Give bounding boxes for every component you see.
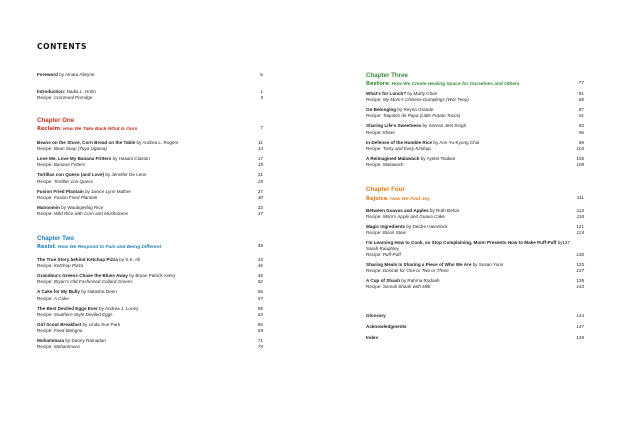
entry-page: 149 <box>576 335 584 340</box>
entry-author: by Ruth Behar <box>428 208 460 213</box>
toc-story-entry[interactable] <box>366 107 584 112</box>
entry-page: 69 <box>257 328 263 333</box>
entry-page: iv <box>259 72 263 77</box>
chapter-four-number: Chapter Four <box>366 186 405 193</box>
entry-page: 57 <box>257 295 263 301</box>
recipe-name: Ketchup Pizza <box>53 263 84 269</box>
entry-page: 5 <box>260 95 263 100</box>
toc-recipe-entry[interactable] <box>37 162 263 167</box>
recipe-name: Southern-Style Deviled Eggs <box>53 311 113 317</box>
toc-story-entry[interactable] <box>37 273 263 278</box>
entry-page: 85 <box>578 97 584 103</box>
chapter-keyword: Rejoice <box>366 196 388 202</box>
entry-page: 71 <box>257 338 263 343</box>
entry-page: 14 <box>257 146 263 152</box>
toc-story-entry[interactable] <box>366 123 584 128</box>
entry-author: by Simran Jeet Singh <box>421 123 467 129</box>
toc-story-entry[interactable] <box>37 306 263 311</box>
entry-title: Sharing Meals Is Sharing a Piece of Who We Are <box>366 262 472 267</box>
entry-title: Between Guavas and Apples <box>366 208 429 213</box>
entry-page: 144 <box>576 313 584 318</box>
toc-recipe-entry[interactable] <box>366 146 584 151</box>
recipe-name: My Mom's Chinese Dumplings (Wor Teep) <box>382 97 469 103</box>
entry-page: 143 <box>576 284 584 290</box>
entry-author: by Ainara Alleyne <box>57 72 95 77</box>
recipe-label: Recipe: <box>37 211 54 216</box>
recipe-name: Muhammara <box>53 344 80 350</box>
toc-recipe-entry[interactable] <box>37 296 263 301</box>
entry-title: Tortillas con Queso (and Love) <box>37 172 105 178</box>
chapter-three-heading[interactable] <box>366 81 584 88</box>
entry-author: by Deidre Havrelock <box>405 224 448 230</box>
entry-page: 96 <box>578 129 584 135</box>
toc-recipe-entry[interactable] <box>37 312 263 317</box>
contents-heading: CONTENTS <box>37 42 87 51</box>
entry-author: by Hasani Claxton <box>111 156 150 162</box>
chapter-keyword: Restore <box>366 81 389 87</box>
recipe-name: Tasty and Easy Kimbap <box>382 145 431 151</box>
recipe-label: Recipe: <box>37 162 54 168</box>
toc-story-entry[interactable] <box>366 278 584 283</box>
entry-page: 49 <box>257 273 263 279</box>
entry-page: 108 <box>576 162 584 167</box>
entry-author: by Reyna Grande <box>396 107 434 113</box>
entry-title: A Reimagined Malawach <box>366 155 420 161</box>
toc-recipe-entry[interactable] <box>366 230 584 235</box>
entry-author: by Jennifer De Leon <box>104 172 147 178</box>
entry-title: Magic Ingredients <box>366 224 406 230</box>
toc-recipe-entry[interactable] <box>37 344 263 349</box>
toc-recipe-entry[interactable] <box>37 279 263 284</box>
entry-title: Manoomin <box>37 204 60 210</box>
entry-author: by Natasha Deen <box>79 289 117 295</box>
entry-page: 65 <box>257 321 263 327</box>
toc-story-entry[interactable] <box>366 262 584 267</box>
toc-backmatter-entry[interactable] <box>366 313 584 318</box>
chapter-keyword: Resist <box>37 244 55 250</box>
recipe-label: Recipe: <box>366 214 383 220</box>
recipe-label: Recipe: <box>37 263 54 269</box>
entry-title: A Cup of Shaah <box>366 278 401 284</box>
entry-page: 43 <box>257 257 263 262</box>
recipe-label: Recipe: <box>366 284 383 290</box>
recipe-label: Recipe: <box>37 279 54 285</box>
recipe-label: Recipe: <box>37 194 54 200</box>
recipe-name: Mom's Apple and Guava Cake <box>382 214 445 220</box>
entry-title: Fusion Fried Plantain <box>37 188 84 194</box>
toc-story-entry[interactable] <box>37 289 263 294</box>
toc-recipe-entry[interactable] <box>366 130 584 135</box>
entry-page: 139 <box>576 278 584 284</box>
entry-page: 55 <box>257 289 263 295</box>
entry-author: by Linda Sue Park <box>81 321 120 327</box>
entry-author: Nadia L. Hohn <box>65 89 96 94</box>
recipe-name: Malawach <box>382 162 404 167</box>
entry-author: by Ayelet Tsabari <box>419 155 456 161</box>
recipe-name: Taquitos de Papa (Little Potato Tacos) <box>382 113 461 119</box>
entry-page: 124 <box>576 230 584 236</box>
entry-author: by Andrea J. Loney <box>97 305 139 311</box>
recipe-name: Bean Soup (Tuya Ugama) <box>53 146 107 152</box>
recipe-name: Tortillas con Queso <box>53 178 94 184</box>
entry-author: by Waubgeshig Rice <box>59 204 104 210</box>
entry-title: Introduction: <box>37 89 66 94</box>
entry-page: 1 <box>260 89 263 94</box>
recipe-label: Recipe: <box>366 252 383 257</box>
toc-story-entry[interactable] <box>37 257 263 262</box>
toc-story-entry[interactable] <box>366 156 584 161</box>
toc-story-entry[interactable] <box>37 205 263 210</box>
entry-author: by Ann Yu-Kyung Choi <box>432 139 480 145</box>
entry-page: 113 <box>576 208 584 213</box>
toc-backmatter-entry[interactable] <box>366 335 584 340</box>
toc-story-entry[interactable] <box>366 240 570 251</box>
recipe-label: Recipe: <box>366 230 383 236</box>
entry-page: 52 <box>257 279 263 285</box>
chapter-tagline: : How We Respond to Pain and Being Different <box>54 245 162 250</box>
recipe-label: Recipe: <box>366 268 383 274</box>
toc-story-entry[interactable] <box>366 208 584 213</box>
entry-author: by Bryan Patrick Avery <box>127 273 176 279</box>
toc-story-entry[interactable] <box>366 140 584 145</box>
entry-title: What's for Lunch? <box>366 91 407 96</box>
toc-recipe-entry[interactable] <box>366 162 584 167</box>
entry-page: 133 <box>576 262 584 267</box>
entry-page: 21 <box>257 172 263 178</box>
entry-page: 87 <box>578 107 584 113</box>
entry-page: 37 <box>257 211 263 216</box>
recipe-label: Recipe: <box>366 113 383 119</box>
entry-title: Foreword <box>37 72 58 77</box>
toc-recipe-entry[interactable] <box>366 268 584 273</box>
entry-page: 17 <box>257 156 263 162</box>
toc-recipe-entry[interactable] <box>37 328 263 333</box>
chapter-four-heading[interactable] <box>366 196 584 203</box>
entry-page: 127 <box>562 240 570 246</box>
toc-recipe-entry[interactable] <box>37 146 263 151</box>
toc-entry-intro-recipe[interactable] <box>37 95 263 100</box>
chapter-one-number: Chapter One <box>37 117 75 124</box>
entry-title: The True Story behind Ketchup Pizza <box>37 257 118 262</box>
entry-page: 7 <box>260 126 263 131</box>
recipe-name: Kheer <box>382 129 396 135</box>
recipe-label: Recipe: <box>366 129 383 135</box>
entry-page: 33 <box>257 204 263 210</box>
entry-page: 130 <box>576 252 584 257</box>
entry-page: 121 <box>576 224 584 230</box>
recipe-label: Recipe: <box>37 95 53 100</box>
toc-recipe-entry[interactable] <box>37 211 263 216</box>
toc-recipe-entry[interactable] <box>37 179 263 184</box>
entry-page: 19 <box>257 162 263 168</box>
recipe-name: Cornmeal Porridge <box>52 95 93 100</box>
recipe-name: Fusion Fried Plantain <box>53 194 98 200</box>
entry-title: I'm Learning How to Cook, so Stop Complaining, Mom! Presents How to Make Puff-Puff <box>366 240 557 246</box>
recipe-label: Recipe: <box>37 328 54 333</box>
toc-entry-introduction[interactable] <box>37 89 263 94</box>
entry-page: 39 <box>257 244 263 249</box>
chapter-tagline: : How We Take Back What Is Ours <box>60 127 138 132</box>
entry-page: 30 <box>257 194 263 200</box>
recipe-label: Recipe: <box>37 344 54 350</box>
chapter-tagline: : How We Create Healing Space for Ourselves and Others <box>388 82 520 87</box>
entry-title: The Best Deviled Eggs Ever <box>37 305 98 311</box>
toc-story-entry[interactable] <box>37 189 263 194</box>
recipe-name: Banana Fritters <box>53 162 86 168</box>
entry-author: by Marty Chan <box>406 91 438 96</box>
recipe-name: Dosirak for One or Two or Three <box>382 268 449 274</box>
recipe-label: Recipe: <box>366 162 383 167</box>
entry-title: Grandma's Greens Chase the Blues Away <box>37 273 128 279</box>
entry-title: In Defense of the Humble Rice <box>366 139 433 145</box>
toc-story-entry[interactable] <box>366 91 584 96</box>
toc-story-entry[interactable] <box>37 156 263 161</box>
toc-entry-foreword[interactable] <box>37 72 263 77</box>
entry-title: Acknowledgments <box>366 324 407 329</box>
entry-page: 103 <box>576 145 584 151</box>
toc-recipe-entry[interactable] <box>366 214 584 219</box>
entry-author: by Andrea L. Rogers <box>135 140 179 145</box>
toc-recipe-entry[interactable] <box>366 252 584 257</box>
entry-title: Beans on the Stove, Corn Bread on the Table <box>37 140 136 145</box>
chapter-keyword: Reclaim <box>37 126 61 132</box>
entry-page: 59 <box>257 305 263 311</box>
entry-title: On Belonging <box>366 107 397 113</box>
entry-page: 63 <box>257 311 263 317</box>
entry-page: 27 <box>257 188 263 194</box>
entry-page: 81 <box>578 91 584 96</box>
toc-backmatter-entry[interactable] <box>366 324 584 329</box>
recipe-name: Wild Rice with Corn and Mushrooms <box>53 211 129 216</box>
entry-page: 118 <box>576 214 584 220</box>
entry-page: 46 <box>257 263 263 269</box>
entry-page: 91 <box>578 113 584 119</box>
chapter-two-number: Chapter Two <box>37 235 75 242</box>
entry-author: by Danny Ramadan <box>64 338 106 343</box>
chapter-one-heading[interactable] <box>37 126 263 133</box>
entry-page: 137 <box>576 268 584 274</box>
entry-author: by S.K. Ali <box>117 257 141 262</box>
recipe-label: Recipe: <box>37 178 54 184</box>
toc-recipe-entry[interactable] <box>37 263 263 268</box>
recipe-name: Fried Bologna <box>53 328 83 333</box>
entry-title: Love Me, Love My Banana Fritters <box>37 156 112 162</box>
entry-page: 77 <box>578 81 584 86</box>
toc-story-entry[interactable] <box>37 172 263 177</box>
recipe-label: Recipe: <box>37 146 54 152</box>
chapter-two-heading[interactable] <box>37 244 263 251</box>
entry-page: 147 <box>576 324 584 329</box>
entry-title: Girl Scout Breakfast <box>37 321 82 327</box>
chapter-three-number: Chapter Three <box>366 72 408 79</box>
entry-page: 25 <box>257 178 263 184</box>
toc-story-entry[interactable] <box>37 140 263 145</box>
toc-recipe-entry[interactable] <box>366 97 584 102</box>
entry-author: by Rahma Rodaah <box>400 278 440 284</box>
toc-story-entry[interactable] <box>37 322 263 327</box>
toc-recipe-entry[interactable] <box>37 195 263 200</box>
toc-recipe-entry[interactable] <box>366 113 584 118</box>
entry-author: by Sarah Raughley <box>366 240 563 251</box>
recipe-name: Bison Stew <box>382 230 406 236</box>
entry-title: Glossary <box>366 313 386 318</box>
chapter-tagline: : How We Find Joy <box>387 197 430 202</box>
entry-page: 11 <box>258 140 263 145</box>
recipe-name: Puff-Puff <box>382 252 401 257</box>
recipe-name: A Cake <box>53 295 69 301</box>
entry-title: Sharing Life's Sweetness <box>366 123 422 129</box>
recipe-label: Recipe: <box>366 97 383 103</box>
recipe-name: Bryan's Old-Fashioned Collard Greens <box>53 279 133 285</box>
entry-title: Index <box>366 335 378 340</box>
entry-page: 93 <box>578 123 584 129</box>
entry-author: by Susan Yoon <box>471 262 504 267</box>
entry-page: 99 <box>578 139 584 145</box>
entry-page: 74 <box>257 344 263 350</box>
recipe-name: Somali Shaah with Milk <box>382 284 431 290</box>
entry-page: 111 <box>576 196 584 201</box>
entry-page: 105 <box>576 155 584 161</box>
entry-title: A Cake for My Bully <box>37 289 80 295</box>
recipe-label: Recipe: <box>37 295 54 301</box>
entry-author: by Janice Lynn Mather <box>83 188 132 194</box>
toc-story-entry[interactable] <box>37 338 263 343</box>
recipe-label: Recipe: <box>366 145 383 151</box>
toc-story-entry[interactable] <box>366 224 584 229</box>
entry-title: Muhammara <box>37 338 65 343</box>
toc-recipe-entry[interactable] <box>366 284 584 289</box>
recipe-label: Recipe: <box>37 311 54 317</box>
